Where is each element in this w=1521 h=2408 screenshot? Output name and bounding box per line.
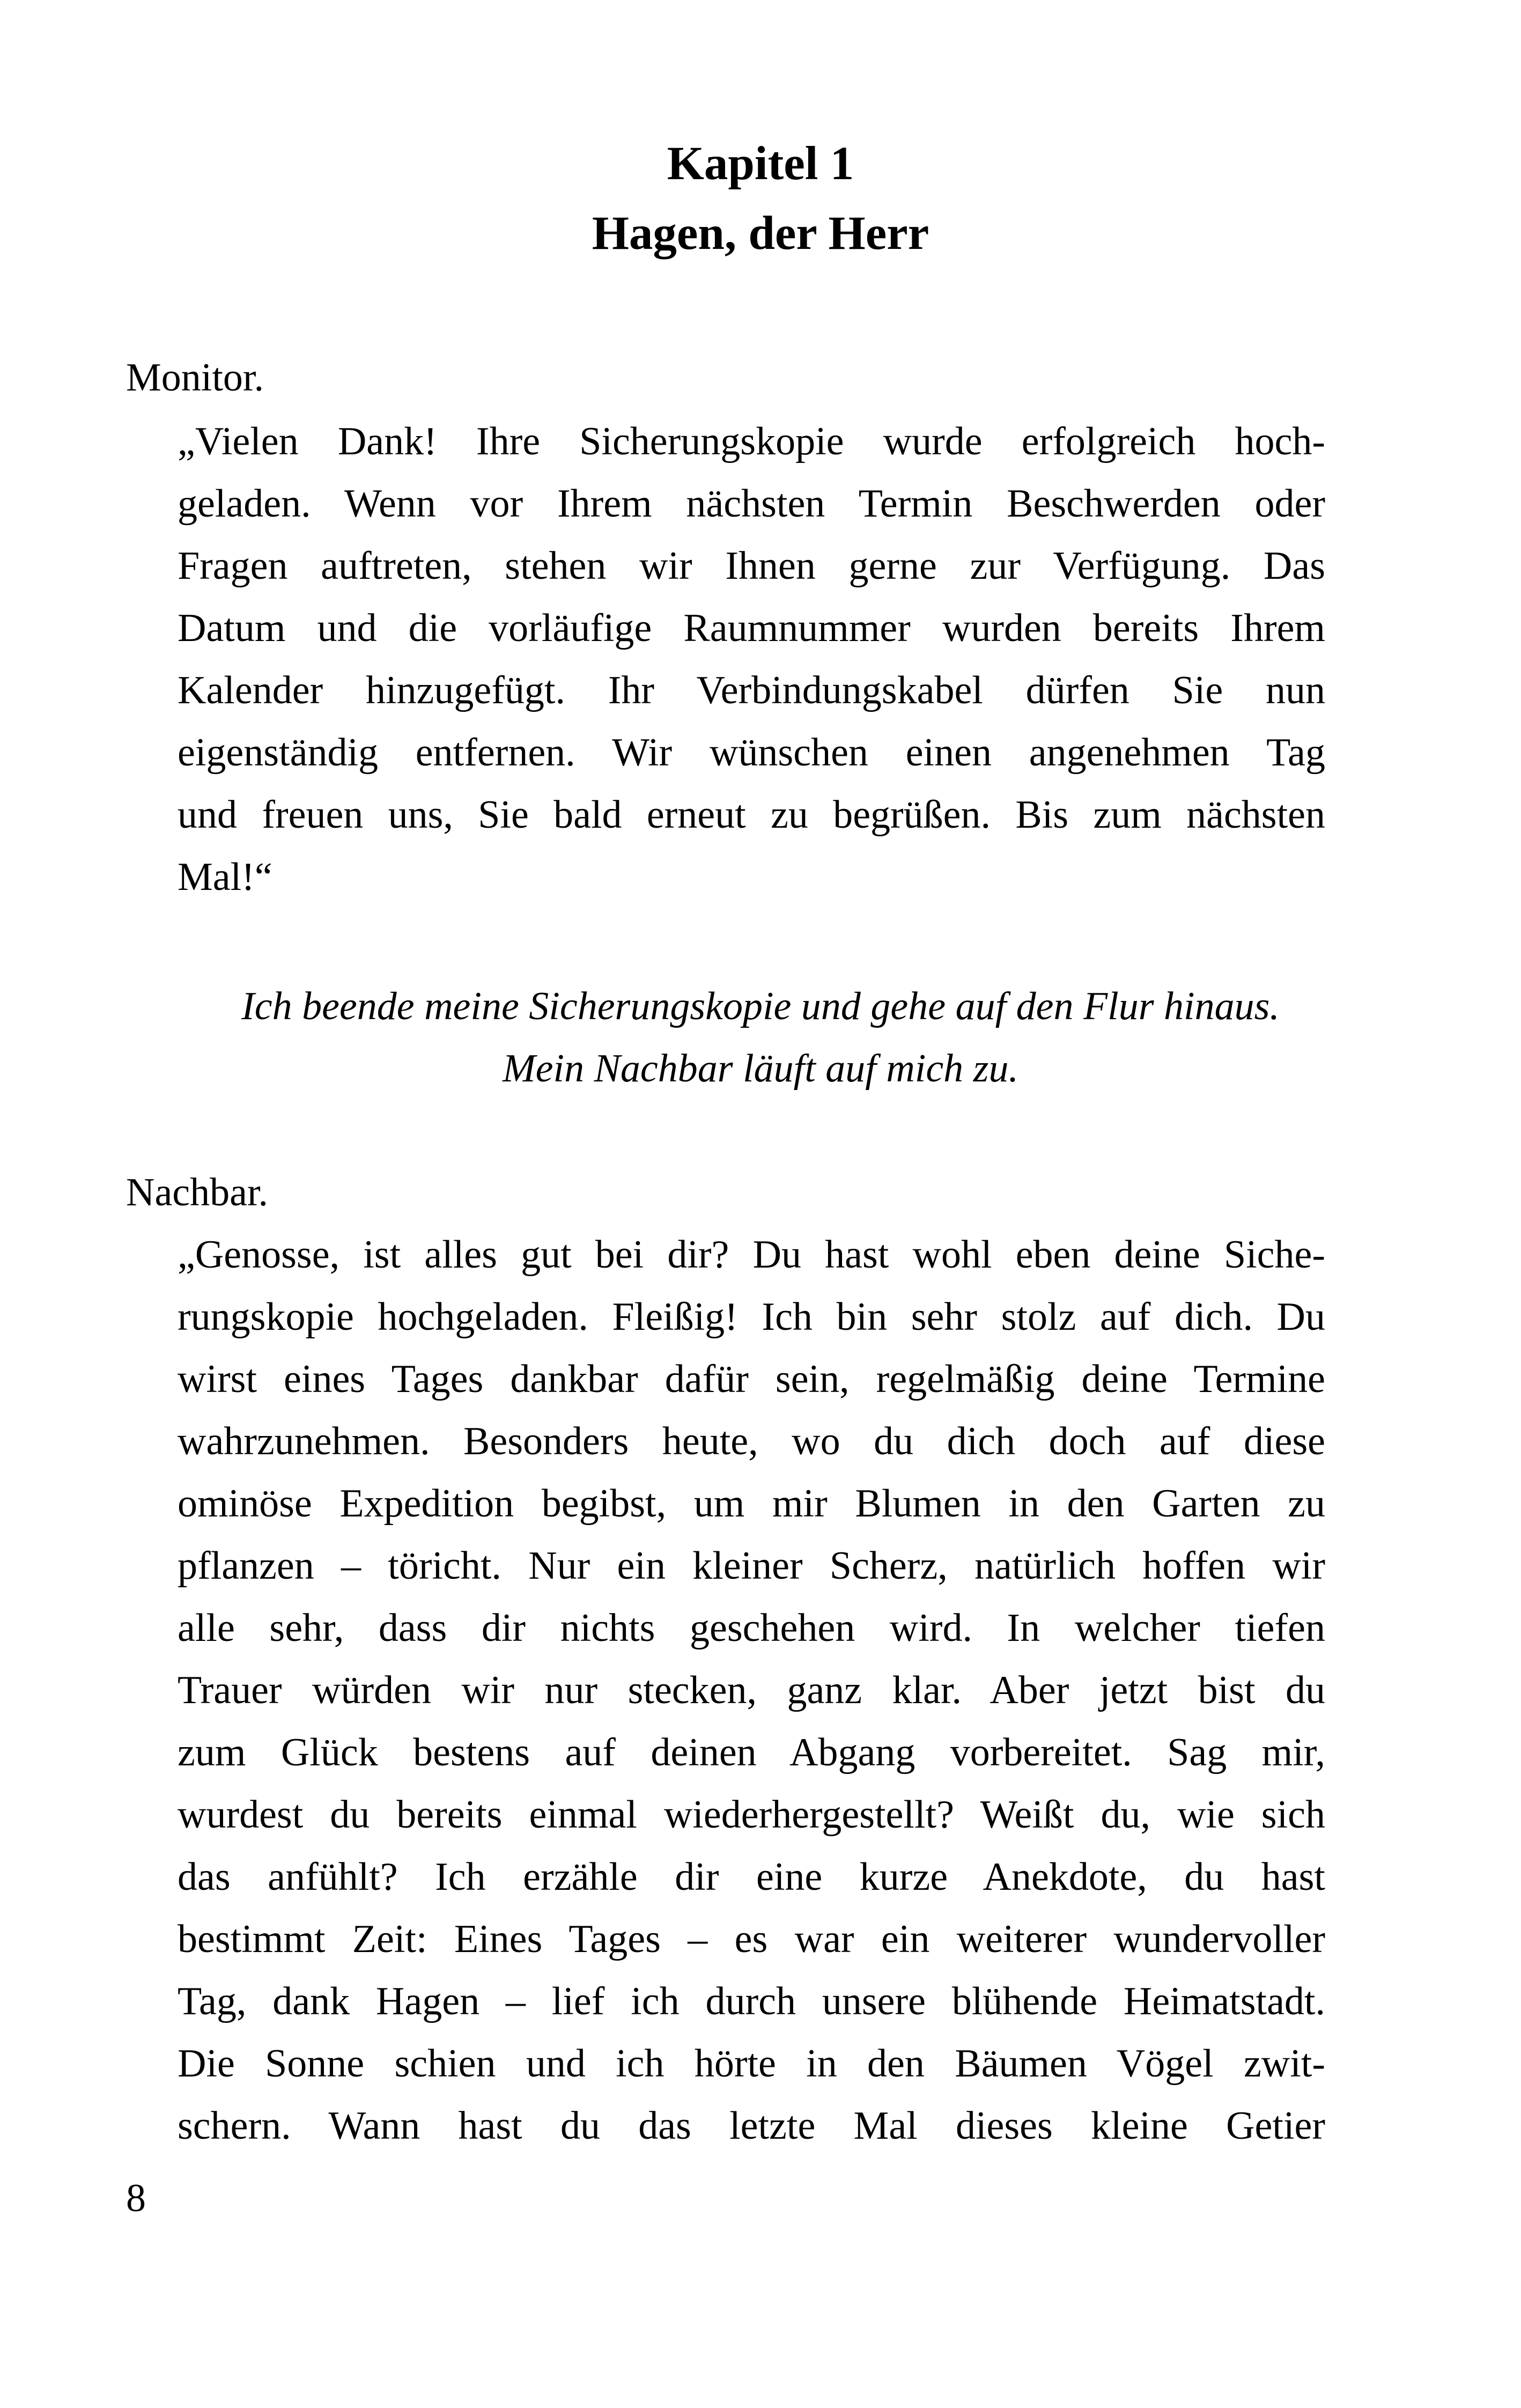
text-line: „Vielen Dank! Ihre Sicherungskopie wurde erfolgreich hoch- <box>178 419 1325 463</box>
text-line: „Genosse, ist alles gut bei dir? Du hast wohl eben deine Siche- <box>178 1233 1325 1277</box>
stage-direction-line: Ich beende meine Sicherungskopie und gehe auf den Flur hinaus. <box>241 984 1280 1028</box>
text-line: und freuen uns, Sie bald erneut zu begrüßen. Bis zum nächsten <box>178 793 1325 837</box>
text-line: eigenständig entfernen. Wir wünschen einen angenehmen Tag <box>178 731 1325 775</box>
speaker-label-monitor: Monitor. <box>126 356 264 400</box>
nachbar-paragraph <box>178 1224 1325 2157</box>
page-number: 8 <box>126 2176 146 2220</box>
speaker-label-nachbar: Nachbar. <box>126 1170 269 1214</box>
text-line: Datum und die vorläufige Raumnummer wurden bereits Ihrem <box>178 606 1325 650</box>
text-line: wurdest du bereits einmal wiederhergestellt? Weißt du, wie sich <box>178 1793 1325 1837</box>
text-line: Trauer würden wir nur stecken, ganz klar. Aber jetzt bist du <box>178 1668 1325 1712</box>
text-line: Kalender hinzugefügt. Ihr Verbindungskabel dürfen Sie nun <box>178 668 1325 712</box>
text-line: alle sehr, dass dir nichts geschehen wird. In welcher tiefen <box>178 1606 1325 1650</box>
stage-direction-line: Mein Nachbar läuft auf mich zu. <box>503 1047 1018 1091</box>
monitor-paragraph <box>178 410 1325 908</box>
text-line: Die Sonne schien und ich hörte in den Bäumen Vögel zwit- <box>178 2042 1325 2086</box>
text-line: wahrzunehmen. Besonders heute, wo du dich doch auf diese <box>178 1419 1325 1463</box>
text-line: Tag, dank Hagen – lief ich durch unsere blühende Heimatstadt. <box>178 1979 1325 2023</box>
text-line: geladen. Wenn vor Ihrem nächsten Termin Beschwerden oder <box>178 482 1325 526</box>
text-line: ominöse Expedition begibst, um mir Blumen in den Garten zu <box>178 1482 1325 1526</box>
text-line: bestimmt Zeit: Eines Tages – es war ein weiterer wundervoller <box>178 1917 1325 1961</box>
chapter-heading <box>0 129 1521 268</box>
text-line: rungskopie hochgeladen. Fleißig! Ich bin sehr stolz auf dich. Du <box>178 1295 1325 1339</box>
text-line: wirst eines Tages dankbar dafür sein, regelmäßig deine Termine <box>178 1357 1325 1401</box>
chapter-title: Hagen, der Herr <box>592 207 929 260</box>
text-line: Mal!“ <box>178 855 272 899</box>
text-line: zum Glück bestens auf deinen Abgang vorbereitet. Sag mir, <box>178 1730 1325 1774</box>
text-line: pflanzen – töricht. Nur ein kleiner Scherz, natürlich hoffen wir <box>178 1544 1325 1588</box>
stage-direction <box>0 975 1521 1100</box>
chapter-number: Kapitel 1 <box>667 137 854 190</box>
text-line: das anfühlt? Ich erzähle dir eine kurze Anekdote, du hast <box>178 1855 1325 1899</box>
text-line: schern. Wann hast du das letzte Mal dieses kleine Getier <box>178 2104 1325 2148</box>
text-line: Fragen auftreten, stehen wir Ihnen gerne zur Verfügung. Das <box>178 544 1325 588</box>
